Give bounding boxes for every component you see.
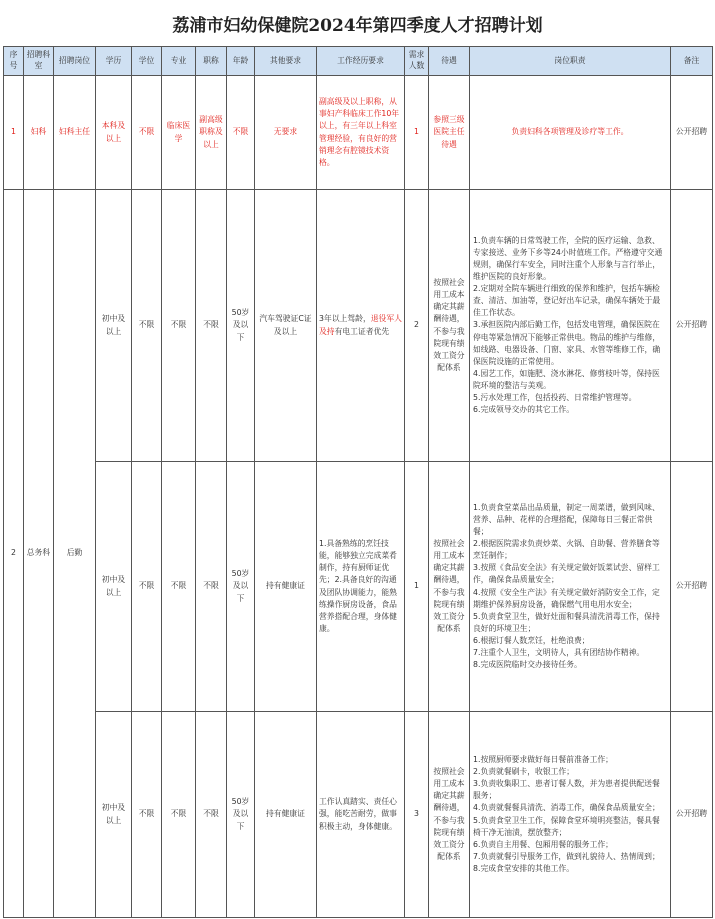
- cell-duties: [470, 462, 671, 712]
- header-cell: 学历: [96, 47, 132, 76]
- cell-major: 临床医学: [162, 76, 196, 190]
- cell-post: 后勤: [54, 190, 96, 918]
- cell-degree: 不限: [132, 76, 162, 190]
- cell-edu: 初中及以上: [96, 712, 132, 918]
- cell-experience: 副高级及以上职称，从事妇产科临床工作10年以上，有三年以上科室管理经验，有良好的营销理念有腔镜技术资格。: [317, 76, 405, 190]
- cell-degree: 不限: [132, 462, 162, 712]
- duty-item: 3.承担医院内部后勤工作，包括发电管理，确保医院在停电等紧急情况下能够正常供电。物品的维护与维修，如线路、电器设备、门窗、家具、水管等维修工作，确保医院设施的正常使用。: [473, 320, 661, 366]
- cell-duties: 负责妇科各项管理及诊疗等工作。: [470, 76, 671, 190]
- header-cell: 备注: [671, 47, 713, 76]
- cell-major: 不限: [162, 712, 196, 918]
- header-cell: 其他要求: [255, 47, 317, 76]
- cell-note: 公开招聘: [671, 190, 713, 462]
- cell-degree: 不限: [132, 190, 162, 462]
- cell-count: 3: [405, 712, 429, 918]
- table-row: [4, 190, 713, 462]
- duty-item: 3.负责收集职工、患者订餐人数，并为患者提供配送餐服务；: [473, 779, 660, 801]
- cell-other: 汽车驾驶证C证及以上: [255, 190, 317, 462]
- cell-no: 1: [4, 76, 24, 190]
- duty-item: 4.按照《安全生产法》有关规定做好消防安全工作，定期维护保养厨房设备，确保燃气用电用水安全；: [473, 587, 660, 609]
- cell-title: 不限: [196, 462, 227, 712]
- duty-item: 4.负责就餐餐具清洗、消毒工作，确保食品质量安全；: [473, 803, 660, 813]
- cell-note: 公开招聘: [671, 712, 713, 918]
- experience-highlight: 退役军人及持: [319, 314, 402, 336]
- header-cell: 待遇: [429, 47, 470, 76]
- cell-other: 持有健康证: [255, 712, 317, 918]
- cell-edu: 初中及以上: [96, 190, 132, 462]
- cell-treatment: 参照三级医院主任待遇: [429, 76, 470, 190]
- header-cell: 工作经历要求: [317, 47, 405, 76]
- cell-other: 无要求: [255, 76, 317, 190]
- cell-note: 公开招聘: [671, 76, 713, 190]
- cell-duties: [470, 190, 671, 462]
- header-cell: 需求人数: [405, 47, 429, 76]
- duty-item: 5.负责食堂卫生工作，保障食堂环境明亮整洁，餐具餐椅干净无油渍，摆放整齐；: [473, 815, 660, 837]
- cell-title: 副高级职称及以上: [196, 76, 227, 190]
- cell-treatment: 按照社会用工成本确定其薪酬待遇，不参与我院现有绩效工资分配体系: [429, 462, 470, 712]
- header-cell: 年龄: [227, 47, 255, 76]
- cell-major: 不限: [162, 190, 196, 462]
- duty-item: 2.负责就餐刷卡，收银工作；: [473, 767, 575, 777]
- header-cell: 专业: [162, 47, 196, 76]
- cell-title: 不限: [196, 190, 227, 462]
- cell-edu: 初中及以上: [96, 462, 132, 712]
- header-cell: 岗位职责: [470, 47, 671, 76]
- cell-major: 不限: [162, 462, 196, 712]
- cell-other: 持有健康证: [255, 462, 317, 712]
- header-cell: 学位: [132, 47, 162, 76]
- cell-age: 50岁及以下: [227, 712, 255, 918]
- header-cell: 序号: [4, 47, 24, 76]
- duty-item: 8.完成食堂安排的其他工作。: [473, 863, 575, 873]
- cell-title: 不限: [196, 712, 227, 918]
- duty-item: 2.定期对全院车辆进行细致的保养和维护，包括车辆检查、清洁、加油等，登记好出车记录，确保车辆处于最佳工作状态。: [473, 284, 661, 318]
- cell-count: 1: [405, 76, 429, 190]
- duty-item: 5.负责食堂卫生，做好灶面和餐具清洗消毒工作，保持良好的环境卫生；: [473, 611, 660, 633]
- cell-dept: 妇科: [24, 76, 54, 190]
- cell-edu: 本科及以上: [96, 76, 132, 190]
- duty-item: 7.负责就餐引导服务工作，做到礼貌待人、热情周到；: [473, 851, 660, 861]
- experience-text: 有电工证者优先: [334, 326, 390, 336]
- duty-item: 2.根据医院需求负责炒菜、火锅、自助餐、营养膳食等烹饪制作；: [473, 539, 660, 561]
- header-cell: 招聘科室: [24, 47, 54, 76]
- duty-item: 3.按照《食品安全法》有关规定做好饭菜试尝、留样工作，确保食品质量安全；: [473, 563, 660, 585]
- table-row: [4, 712, 713, 918]
- page-title: 荔浦市妇幼保健院2024年第四季度人才招聘计划: [172, 15, 543, 36]
- cell-duties: [470, 712, 671, 918]
- duty-item: 6.负责自主用餐、包厢用餐的服务工作；: [473, 839, 613, 849]
- cell-experience: 1.具备熟练的烹饪技能，能够独立完成菜肴制作，持有厨师证优先；2.具备良好的沟通及团队协调能力，能熟练操作厨房设备，食品营养搭配合理，身体健康。: [317, 462, 405, 712]
- table-row: [4, 76, 713, 190]
- duty-item: 7.注重个人卫生，文明待人，具有团结协作精神。: [473, 647, 645, 657]
- header-cell: 职称: [196, 47, 227, 76]
- header-cell: 招聘岗位: [54, 47, 96, 76]
- duty-item: 5.污水处理工作，包括投药、日常维护管理等。: [473, 392, 637, 402]
- cell-age: 不限: [227, 76, 255, 190]
- cell-experience: 工作认真踏实、责任心强，能吃苦耐劳，做事积极主动，身体健康。: [317, 712, 405, 918]
- experience-text: 3年以上驾龄，: [319, 314, 371, 324]
- cell-note: 公开招聘: [671, 462, 713, 712]
- cell-degree: 不限: [132, 712, 162, 918]
- cell-age: 50岁及以下: [227, 462, 255, 712]
- recruitment-table: [3, 46, 713, 918]
- duty-item: 6.根据订餐人数烹饪，杜绝浪费；: [473, 635, 590, 645]
- cell-count: 2: [405, 190, 429, 462]
- cell-age: 50岁及以下: [227, 190, 255, 462]
- duty-item: 1.按照厨师要求做好每日餐前准备工作；: [473, 755, 613, 765]
- cell-post: 妇科主任: [54, 76, 96, 190]
- duty-item: 1.负责车辆的日常驾驶工作，全院的医疗运输、急救、专家接送、业务下乡等24小时值班工作。严格遵守交通规则，确保行车安全，同时注重个人形象与言行举止，维护医院的良好形象。: [473, 235, 663, 282]
- table-row: [4, 462, 713, 712]
- cell-dept: 总务科: [24, 190, 54, 918]
- duty-item: 6.完成领导交办的其它工作。: [473, 405, 575, 414]
- cell-treatment: 按照社会用工成本确定其薪酬待遇，不参与我院现有绩效工资分配体系: [429, 712, 470, 918]
- duty-item: 4.园艺工作，如施肥、浇水淋花、修剪枝叶等，保持医院环境的整洁与美观。: [473, 368, 660, 390]
- duty-item: 1.负责食堂菜品出品质量，制定一周菜谱，做到风味、营养、品种、花样的合理搭配，保障每日三餐正常供餐；: [473, 502, 660, 537]
- duty-item: 8.完成医院临时交办接待任务。: [473, 659, 582, 669]
- cell-count: 1: [405, 462, 429, 712]
- cell-experience: [317, 190, 405, 462]
- cell-treatment: 按照社会用工成本确定其薪酬待遇，不参与我院现有绩效工资分配体系: [429, 190, 470, 462]
- header-row: [4, 47, 713, 76]
- cell-no: 2: [4, 190, 24, 918]
